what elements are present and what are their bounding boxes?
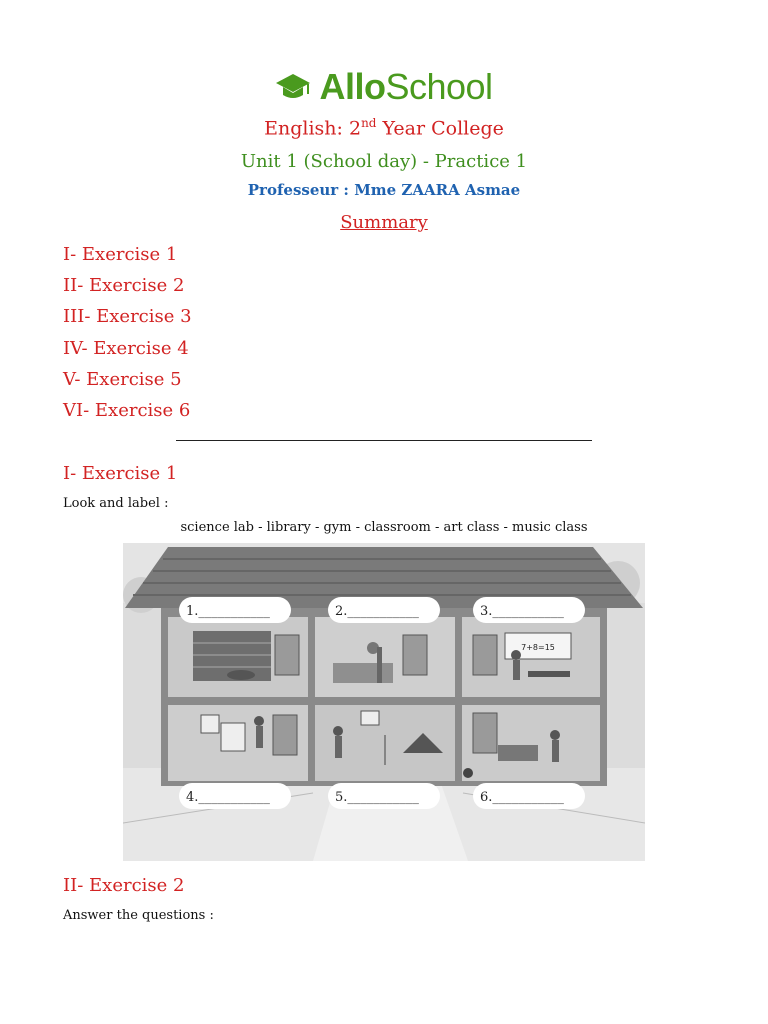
summary-item[interactable]: V- Exercise 5	[63, 368, 182, 390]
board-text: 7+8=15	[521, 643, 555, 652]
summary-item[interactable]: IV- Exercise 4	[63, 337, 189, 359]
label-blank-2[interactable]: 2.___________	[335, 604, 419, 619]
exercise1-heading: I- Exercise 1	[63, 463, 178, 484]
graduation-cap-icon	[275, 72, 311, 102]
exercise2-heading: II- Exercise 2	[63, 875, 185, 896]
exercise2-instruction: Answer the questions :	[63, 908, 214, 923]
label-blank-4[interactable]: 4.___________	[186, 790, 270, 805]
summary-item[interactable]: I- Exercise 1	[63, 244, 178, 265]
page-title: English: 2nd Year College	[264, 116, 504, 140]
summary-item[interactable]: III- Exercise 3	[63, 306, 192, 328]
professor-name: Professeur : Mme ZAARA Asmae	[247, 181, 521, 199]
summary-list	[63, 243, 192, 430]
logo-text: AlloSchool	[319, 66, 493, 107]
section-divider	[176, 440, 592, 441]
school-cutaway-illustration	[123, 543, 645, 861]
summary-item[interactable]: II- Exercise 2	[63, 275, 185, 297]
label-blank-5[interactable]: 5.___________	[335, 790, 419, 805]
summary-item[interactable]: VI- Exercise 6	[63, 399, 191, 421]
unit-subtitle: Unit 1 (School day) - Practice 1	[240, 151, 528, 172]
label-blank-1[interactable]: 1.___________	[186, 604, 270, 619]
label-blank-6[interactable]: 6.___________	[480, 790, 564, 805]
label-blank-3[interactable]: 3.___________	[480, 604, 564, 619]
exercise1-instruction: Look and label :	[63, 496, 169, 511]
alloschool-logo	[0, 62, 768, 112]
word-bank: science lab - library - gym - classroom - art class - music class	[180, 520, 588, 535]
summary-heading: Summary	[340, 212, 428, 233]
